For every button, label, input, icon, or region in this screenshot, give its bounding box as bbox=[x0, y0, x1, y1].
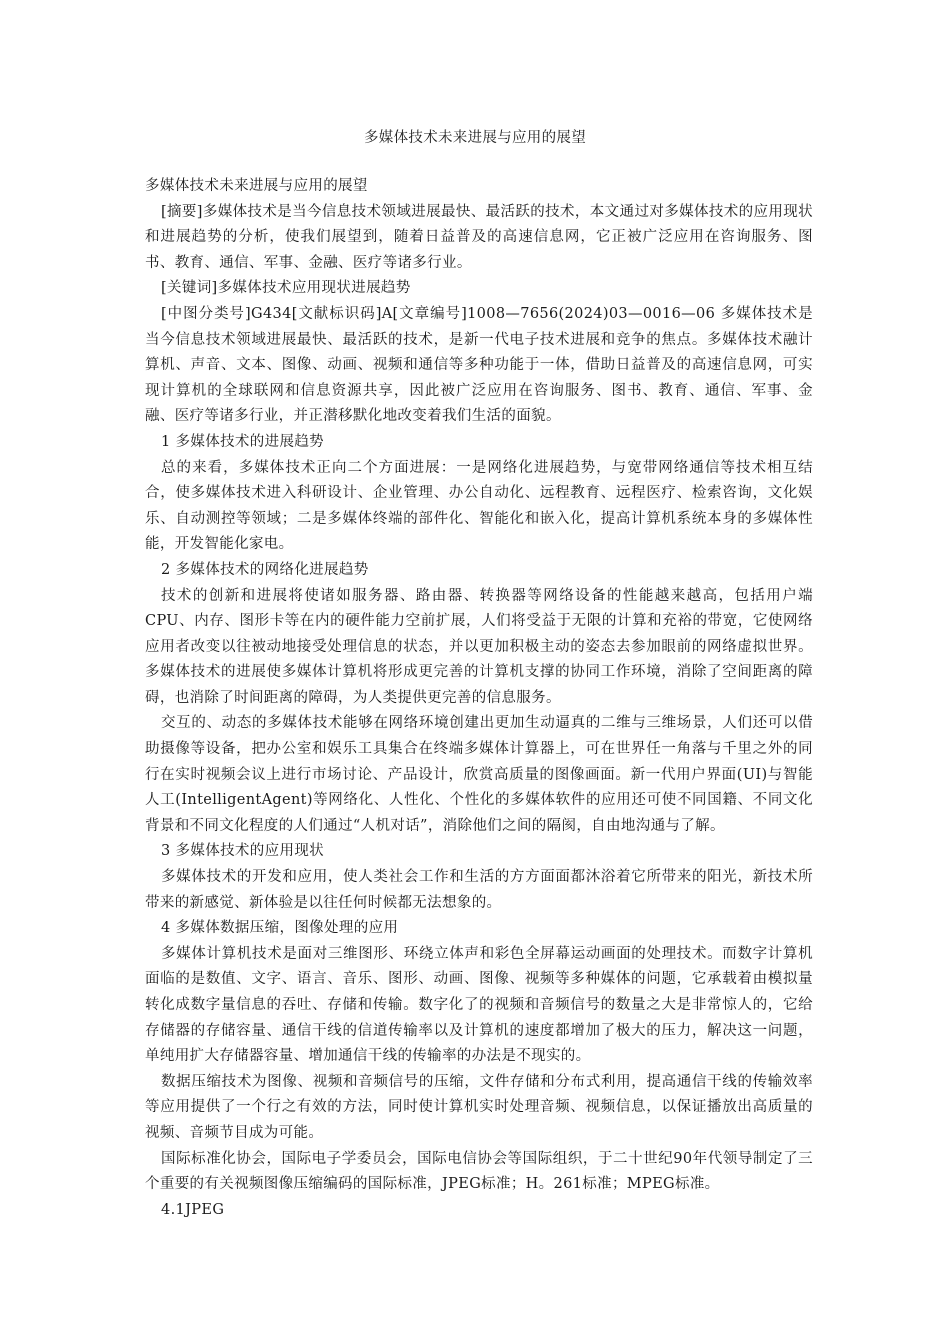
section-heading-4: 4 多媒体数据压缩，图像处理的应用 bbox=[161, 920, 399, 937]
keywords-paragraph: [关键词]多媒体技术应用现状进展趋势 bbox=[161, 280, 411, 297]
body-paragraph: 技术的创新和进展将使诸如服务器、路由器、转换器等网络设备的性能越来越高，包括用户端CPU、内存、图形卡等在内的硬件能力空前扩展，人们将受益于无限的计算和充裕的带宽，它使网络应用者改变以往被动地接受处理信息的状态，并以更加积极主动的姿态去参加眼前的网络虚拟世界。多媒体技术的进展使多媒体计算机将形成更完善的计算机支撑的协同工作环境，消除了空间距离的障碍，也消除了时间距离的障碍，为人类提供更完善的信息服务。 bbox=[145, 587, 813, 706]
body-paragraph: 多媒体计算机技术是面对三维图形、环绕立体声和彩色全屏幕运动画面的处理技术。而数字计算机面临的是数值、文字、语言、音乐、图形、动画、图像、视频等多种媒体的问题，它承载着由模拟量转化成数字量信息的吞吐、存储和传输。数字化了的视频和音频信号的数量之大是非常惊人的，它给存储器的存储容量、通信干线的信道传输率以及计算机的速度都增加了极大的压力，解决这一问题，单纯用扩大存储器容量、增加通信干线的传输率的办法是不现实的。 bbox=[145, 945, 813, 1065]
body-paragraph: 多媒体技术的开发和应用，使人类社会工作和生活的方方面面都沐浴着它所带来的阳光，新技术所带来的新感觉、新体验是以往任何时候都无法想象的。 bbox=[145, 869, 813, 911]
subsection-heading-4-1: 4.1JPEG bbox=[161, 1201, 225, 1218]
document-title: 多媒体技术未来进展与应用的展望 bbox=[364, 130, 586, 146]
body-paragraph: 数据压缩技术为图像、视频和音频信号的压缩，文件存储和分布式利用，提高通信干线的传输效率等应用提供了一个行之有效的方法，同时使计算机实时处理音频、视频信息，以保证播放出高质量的视频、音频节目成为可能。 bbox=[145, 1073, 813, 1141]
body-paragraph: 总的来看，多媒体技术正向二个方面进展：一是网络化进展趋势，与宽带网络通信等技术相互结合，使多媒体技术进入科研设计、企业管理、办公自动化、远程教育、远程医疗、检索咨询，文化娱乐、自动测控等领域；二是多媒体终端的部件化、智能化和嵌入化，提高计算机系统本身的多媒体性能，开发智能化家电。 bbox=[145, 459, 813, 553]
body-paragraph: 交互的、动态的多媒体技术能够在网络环境创建出更加生动逼真的二维与三维场景，人们还可以借助摄像等设备，把办公室和娱乐工具集合在终端多媒体计算器上，可在世界任一角落与千里之外的同行在实时视频会议上进行市场讨论、产品设计，欣赏高质量的图像画面。新一代用户界面(UI)与智能人工(IntelligentAgent)等网络化、人性化、个性化的多媒体软件的应用还可使不同国籍、不同文化背景和不同文化程度的人们通过“人机对话”，消除他们之间的隔阂，自由地沟通与了解。 bbox=[145, 715, 813, 834]
document-body bbox=[145, 174, 813, 1223]
section-heading-3: 3 多媒体技术的应用现状 bbox=[161, 843, 325, 860]
body-heading: 多媒体技术未来进展与应用的展望 bbox=[145, 178, 368, 194]
section-heading-2: 2 多媒体技术的网络化进展趋势 bbox=[161, 561, 369, 578]
classification-paragraph: [中图分类号]G434[文献标识码]A[文章编号]1008—7656(2024)03—0016—06 多媒体技术是当今信息技术领域进展最快、最活跃的技术，是新一代电子技术进展和竞争的焦点。多媒体技术融计算机、声音、文本、图像、动画、视频和通信等多种功能于一体，借助日益普及的高速信息网，可实现计算机的全球联网和信息资源共享，因此被广泛应用在咨询服务、图书、教育、通信、军事、金融、医疗等诸多行业，并正潜移默化地改变着我们生活的面貌。 bbox=[145, 305, 813, 425]
body-paragraph: 国际标准化协会，国际电子学委员会，国际电信协会等国际组织，于二十世纪90年代领导制定了三个重要的有关视频图像压缩编码的国际标准，JPEG标准；H。261标准；MPEG标准。 bbox=[145, 1150, 813, 1193]
abstract-paragraph: [摘要]多媒体技术是当今信息技术领域进展最快、最活跃的技术，本文通过对多媒体技术的应用现状和进展趋势的分析，使我们展望到，随着日益普及的高速信息网，它正被广泛应用在咨询服务、图书、教育、通信、军事、金融、医疗等诸多行业。 bbox=[145, 203, 813, 271]
section-heading-1: 1 多媒体技术的进展趋势 bbox=[161, 433, 325, 450]
